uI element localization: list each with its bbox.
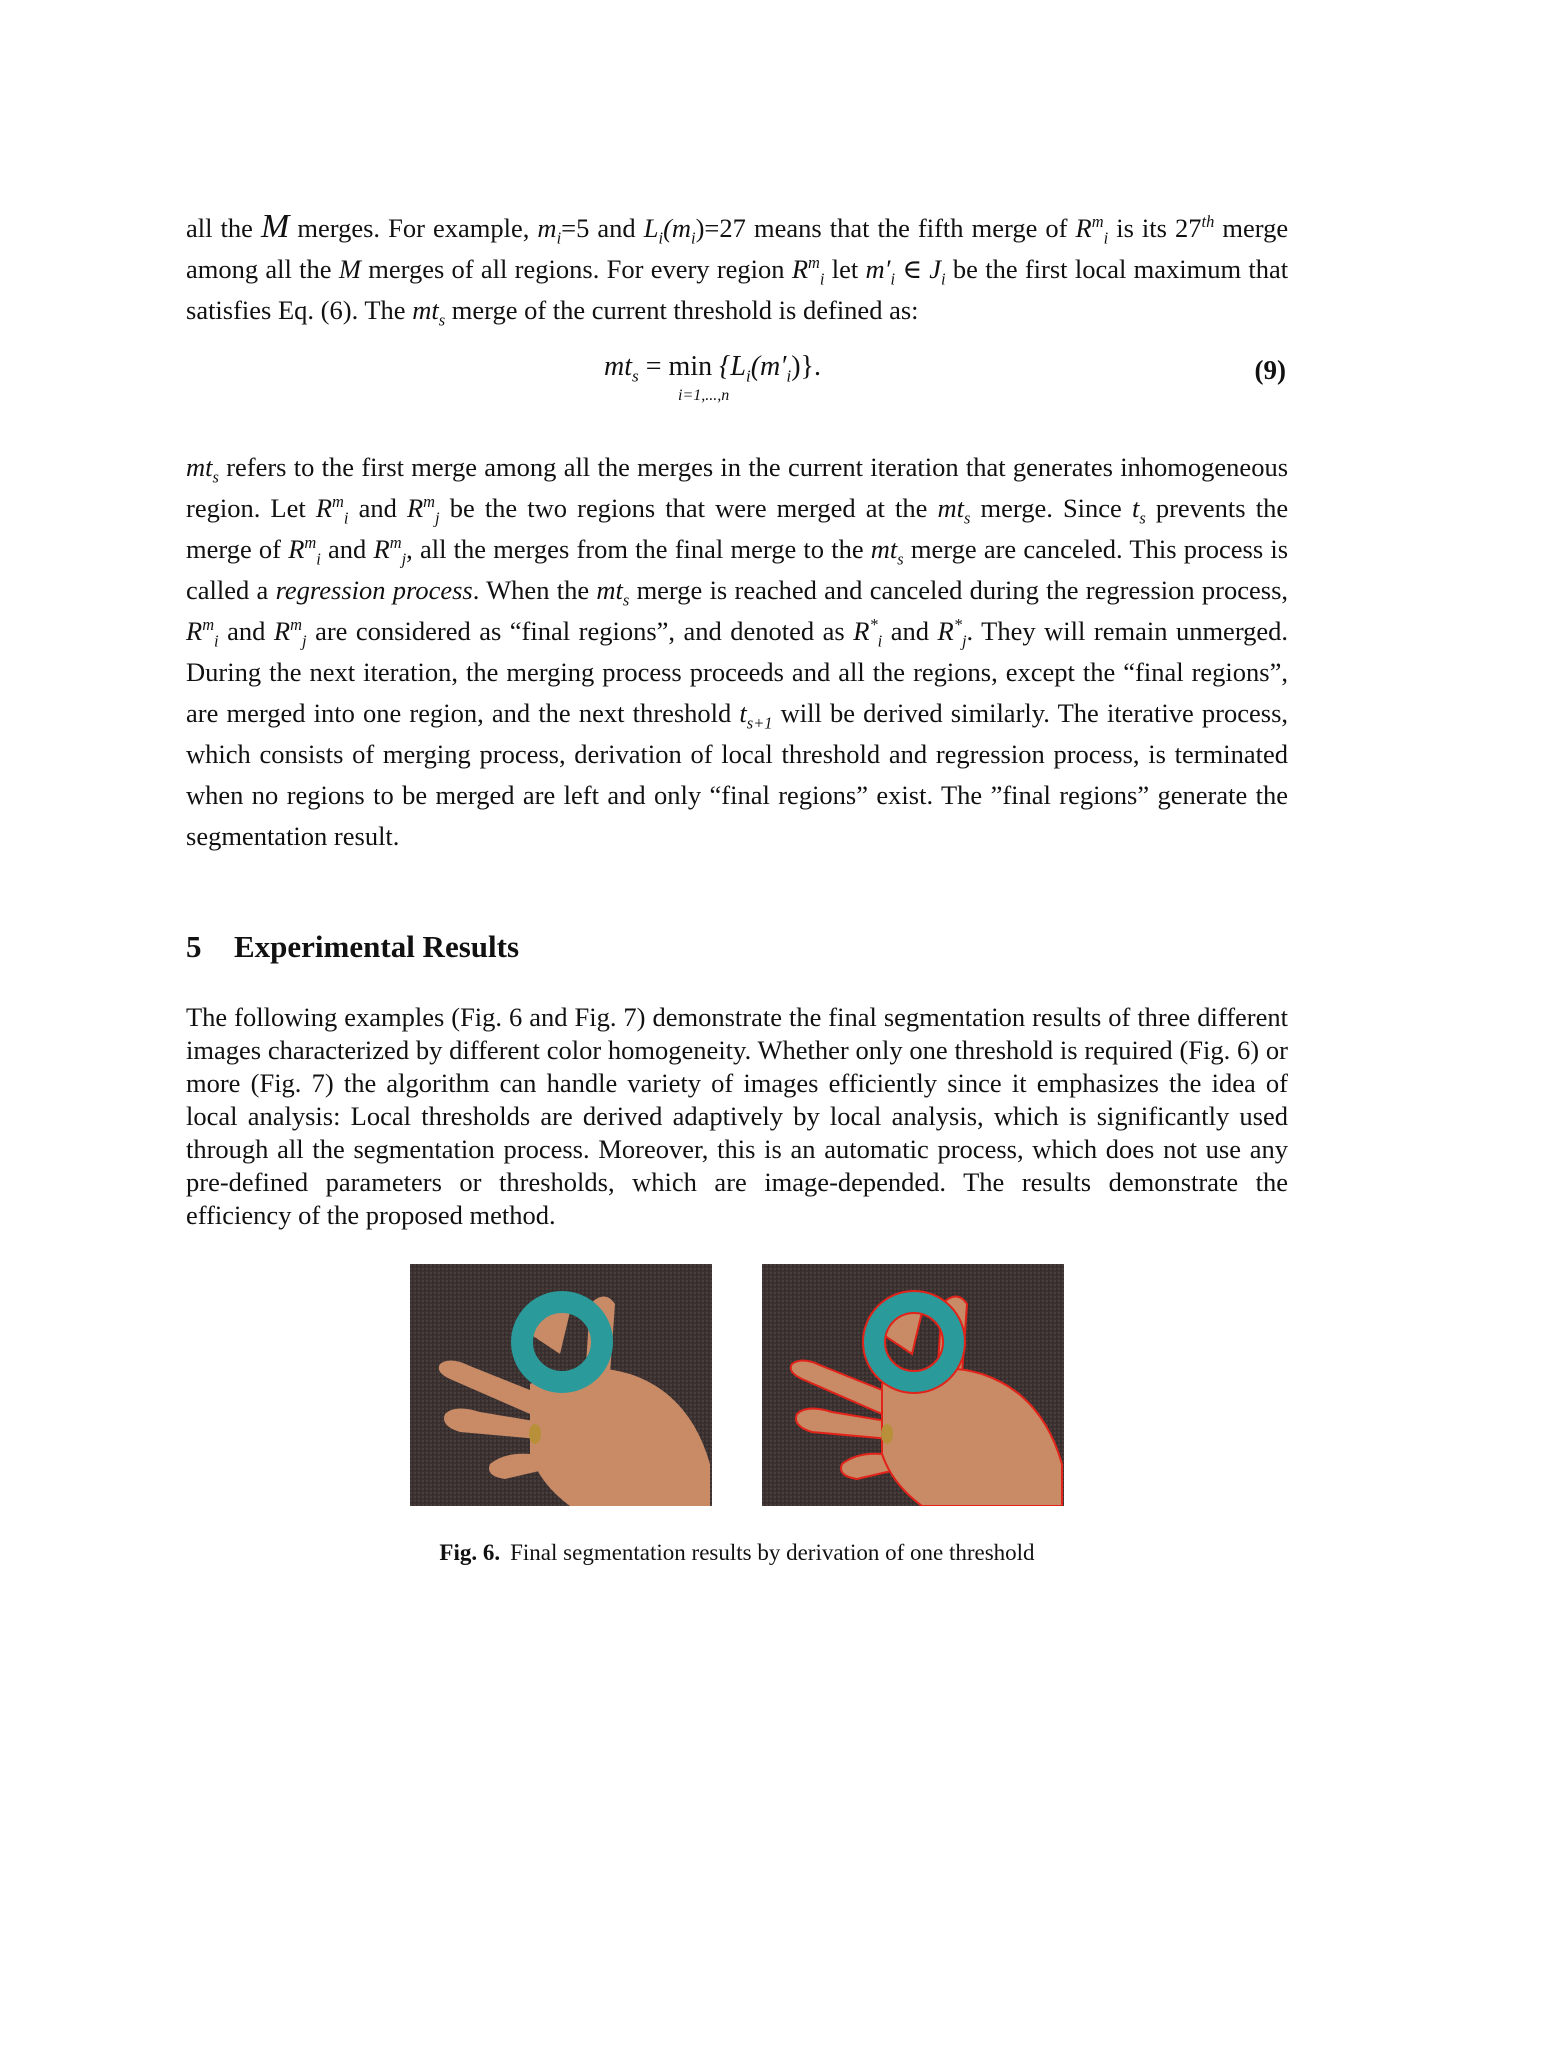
math-27th: 27th — [1175, 212, 1215, 243]
figure-caption-text: Final segmentation results by derivation of one threshold — [510, 1540, 1035, 1565]
figure-caption — [186, 1540, 1288, 1566]
math-Ri: $R^m_i$ — [791, 253, 825, 289]
figure-6-images — [186, 1264, 1288, 1508]
text: merge among all the — [186, 213, 1289, 284]
text: let — [831, 254, 859, 284]
section-heading — [186, 929, 1288, 965]
math-mprime: $m'_i$ ∈ $J_i$ — [865, 254, 946, 289]
math-mts: $mt_s$ — [186, 452, 219, 487]
text: all the — [186, 213, 253, 243]
text: be the first local maximum that satisfies Eq. (6). The — [186, 254, 1289, 325]
math-eq: =5 — [561, 213, 590, 243]
paragraph-3: The following examples (Fig. 6 and Fig. 7) demonstrate the final segmentation results of three different images characterized by different color homogeneity. Whether only one threshold is required (Fig. 6) or more (Fig. 7) the algorithm can handle variety of images efficiently since it emphasizes the idea of local analysis: Local thresholds are derived adaptively by local analysis, which is significantly used through all the segmentation process. Moreover, this is an automatic process, which does not use any pre-defined parameters or thresholds, which are image-depended. The results demonstrate the efficiency of the proposed method. — [186, 1002, 1288, 1230]
text: means that the fifth merge of — [753, 213, 1068, 243]
text: merge of the current threshold is defined as: — [451, 295, 919, 325]
text: merges of all regions. For every region — [368, 254, 785, 284]
equation-number: (9) — [1254, 355, 1286, 385]
math-mi: $m_i$ — [537, 213, 562, 248]
equation-limit: i=1,...,n — [678, 387, 730, 404]
math-M: M — [260, 208, 290, 245]
text: merges. For example, — [297, 213, 530, 243]
section-title: Experimental Results — [234, 929, 520, 964]
section-number: 5 — [186, 929, 202, 964]
text: is its — [1116, 213, 1167, 243]
segmented-hand-image — [762, 1264, 1064, 1506]
text: and — [597, 213, 636, 243]
paper-page — [186, 206, 1288, 1566]
math-eq: )=27 — [695, 213, 746, 243]
original-hand-image — [410, 1264, 712, 1506]
equation-body: $mt_s = \min \{L_i(m'_i)\}$. — [604, 351, 821, 386]
math-M: M — [338, 254, 361, 284]
paragraph-2: $mt_s$ refers to the first merge among all the merges in the current iteration that generates inhomogeneous region. Let $R^m_i$ and $R^m_j$ be the two regions that were merged at the $mt_s$ merge. Since $t_s$ prevents the merge of $R^m_i$ and $R^m_j$, all the merges from the final merge to the $mt_s$ merge are canceled. This process is called a regression process. When the $mt_s$ merge is reached and canceled during the regression process, $R^m_i$ and $R^m_j$ are considered as “final regions”, and denoted as $R^*_i$ and $R^*_j$. They will remain unmerged. During the next iteration, the merging process proceeds and all the regions, except the “final regions”, are merged into one region, and the next threshold $t_{s+1}$ will be derived similarly. The iterative process, which consists of merging process, derivation of local threshold and regression process, is terminated when no regions to be merged are left and only “final regions” exist. The ”final regions” generate the segmentation result. — [186, 452, 1289, 851]
math-Li: $L_i(m_i$ — [643, 213, 696, 248]
math-mts: $mt_s$ — [412, 295, 446, 330]
paragraph-1 — [186, 206, 1288, 331]
math-Ri: $R^m_i$ — [1075, 212, 1109, 248]
figure-label: Fig. 6. — [439, 1540, 501, 1565]
equation-9 — [186, 349, 1288, 423]
